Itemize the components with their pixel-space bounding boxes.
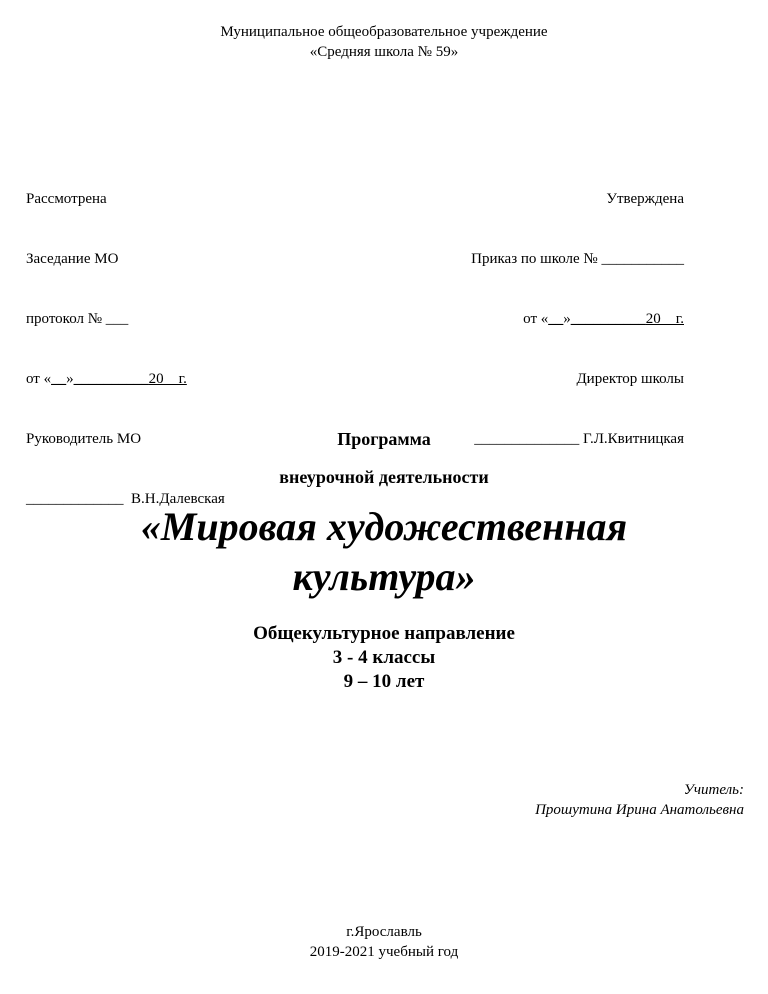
approved-block xyxy=(364,149,684,469)
teacher-label: Учитель: xyxy=(683,782,744,798)
approved-director-label: Директор школы xyxy=(576,371,684,387)
program-ages: 9 – 10 лет xyxy=(343,671,425,692)
approved-date xyxy=(364,309,684,329)
school-header xyxy=(0,22,768,62)
footer-city: г.Ярославль xyxy=(346,924,422,940)
program-subtitle: внеурочной деятельности xyxy=(279,467,489,487)
approved-date-mid: » xyxy=(563,311,571,327)
approved-date-month: __________ xyxy=(570,311,646,327)
program-name xyxy=(0,502,768,602)
approved-date-day: __ xyxy=(548,311,564,327)
approved-signature: ______________ Г.Л.Квитницкая xyxy=(474,431,684,447)
teacher-name: Прошутина Ирина Анатольевна xyxy=(535,802,744,818)
program-name-line-1: «Мировая художественная xyxy=(140,504,628,549)
reviewed-head-label: Руководитель МО xyxy=(26,431,142,447)
approved-date-year: 20 г. xyxy=(645,311,684,327)
header-line-1: Муниципальное общеобразовательное учреждение xyxy=(220,24,548,40)
program-direction: Общекультурное направление xyxy=(253,623,515,644)
reviewed-meeting: Заседание МО xyxy=(26,251,119,267)
reviewed-date xyxy=(26,369,346,389)
footer xyxy=(0,922,768,962)
reviewed-title: Рассмотрена xyxy=(26,191,107,207)
approved-order: Приказ по школе № ___________ xyxy=(471,251,684,267)
footer-year: 2019-2021 учебный год xyxy=(309,944,459,960)
teacher-block xyxy=(344,780,744,820)
header-line-2: «Средняя школа № 59» xyxy=(309,44,459,60)
program-name-line-2: культура» xyxy=(292,554,476,599)
reviewed-date-mid: » xyxy=(66,371,74,387)
program-title: Программа xyxy=(337,429,431,449)
program-grades: 3 - 4 классы xyxy=(332,647,436,668)
reviewed-date-year: 20 г. xyxy=(148,371,187,387)
reviewed-date-month: __________ xyxy=(73,371,149,387)
program-details xyxy=(0,622,768,694)
reviewed-signature: _____________ В.Н.Далевская xyxy=(26,491,225,507)
approved-title: Утверждена xyxy=(606,191,684,207)
approved-date-prefix: от « xyxy=(523,311,549,327)
reviewed-date-prefix: от « xyxy=(26,371,52,387)
reviewed-protocol: протокол № ___ xyxy=(26,311,129,327)
reviewed-date-day: __ xyxy=(51,371,67,387)
